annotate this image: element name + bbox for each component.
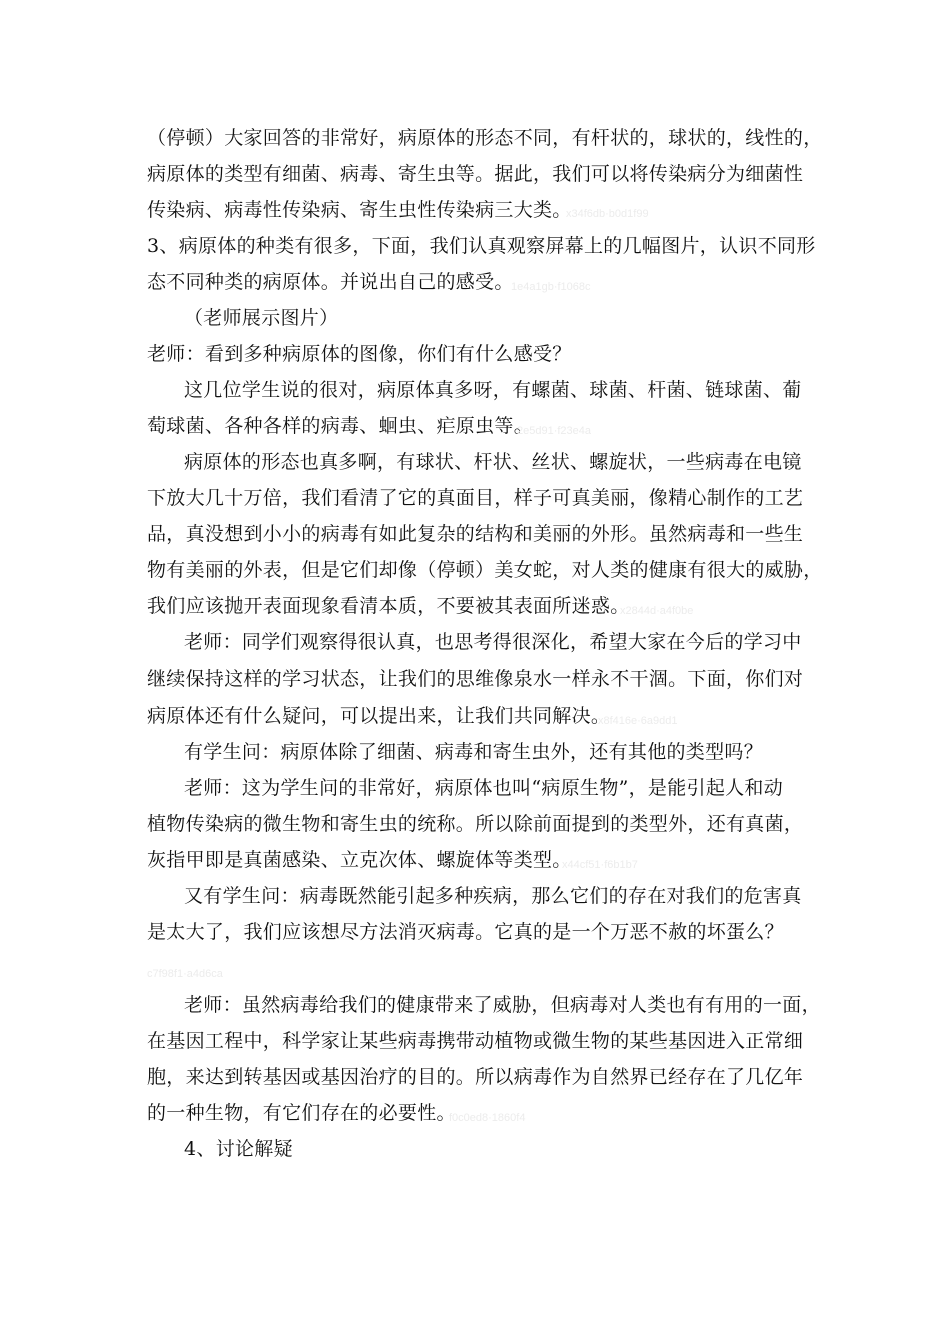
watermark-text: f0c0ed8·1860f4 [449,1112,526,1124]
watermark-text: x8f416e·6a9dd1 [598,715,678,727]
text-line: 的一种生物，有它们存在的必要性。 [147,1102,456,1124]
text-line: 品，真没想到小小的病毒有如此复杂的结构和美丽的外形。虽然病毒和一些生 [147,523,804,545]
text-line: 是太大了，我们应该想尽方法消灭病毒。它真的是一个万恶不赦的坏蛋么？ [147,921,784,943]
text-line: 有学生问：病原体除了细菌、病毒和寄生虫外，还有其他的类型吗？ [184,741,764,763]
text-line: 老师：看到多种病原体的图像，你们有什么感受？ [147,343,572,365]
watermark-text: 2e5d91·f23e4a [517,425,592,437]
text-line: 继续保持这样的学习状态，让我们的思维像泉水一样永不干涸。下面，你们对 [147,668,804,690]
text-line: （停顿）大家回答的非常好，病原体的形态不同，有杆状的，球状的，线性的， [147,127,823,149]
text-line: 3、病原体的种类有很多，下面，我们认真观察屏幕上的几幅图片，认识不同形 [147,235,816,257]
text-line: 老师：这为学生问的非常好，病原体也叫“病原生物”，是能引起人和动 [184,777,784,799]
text-line: 病原体还有什么疑问，可以提出来，让我们共同解决。 [147,705,611,727]
text-line: 我们应该抛开表面现象看清本质，不要被其表面所迷惑。 [147,595,630,617]
text-line: 4、讨论解疑 [184,1138,293,1160]
watermark-text: x34f6db·b0d1f99 [566,208,649,220]
text-line: 又有学生问：病毒既然能引起多种疾病，那么它们的存在对我们的危害真 [184,885,802,907]
text-line: 病原体的形态也真多啊，有球状、杆状、丝状、螺旋状，一些病毒在电镜 [184,451,802,473]
watermark-text: x44cf51·f6b1b7 [562,859,638,871]
watermark-text: 1e4a1gb·f1068c [511,281,591,293]
text-line: 下放大几十万倍，我们看清了它的真面目，样子可真美丽，像精心制作的工艺 [147,487,804,509]
watermark-text: c7f98f1·a4d6ca [147,968,223,980]
text-line: （老师展示图片） [184,307,339,329]
text-line: 物有美丽的外表，但是它们却像（停顿）美女蛇，对人类的健康有很大的威胁， [147,559,823,581]
text-line: 传染病、病毒性传染病、寄生虫性传染病三大类。 [147,199,572,221]
text-line: 病原体的类型有细菌、病毒、寄生虫等。据此，我们可以将传染病分为细菌性 [147,163,804,185]
text-line: 老师：虽然病毒给我们的健康带来了威胁，但病毒对人类也有有用的一面， [184,994,821,1016]
text-line: 在基因工程中，科学家让某些病毒携带动植物或微生物的某些基因进入正常细 [147,1030,804,1052]
text-line: 老师：同学们观察得很认真，也思考得很深化，希望大家在今后的学习中 [184,631,802,653]
watermark-text: x2844d·a4f0be [620,605,694,617]
text-line: 胞，来达到转基因或基因治疗的目的。所以病毒作为自然界已经存在了几亿年 [147,1066,804,1088]
text-line: 态不同种类的病原体。并说出自己的感受。 [147,271,514,293]
text-line: 萄球菌、各种各样的病毒、蛔虫、疟原虫等。 [147,415,534,437]
text-line: 灰指甲即是真菌感染、立克次体、螺旋体等类型。 [147,849,572,871]
text-line: 植物传染病的微生物和寄生虫的统称。所以除前面提到的类型外，还有真菌， [147,813,804,835]
text-line: 这几位学生说的很对，病原体真多呀，有螺菌、球菌、杆菌、链球菌、葡 [184,379,802,401]
